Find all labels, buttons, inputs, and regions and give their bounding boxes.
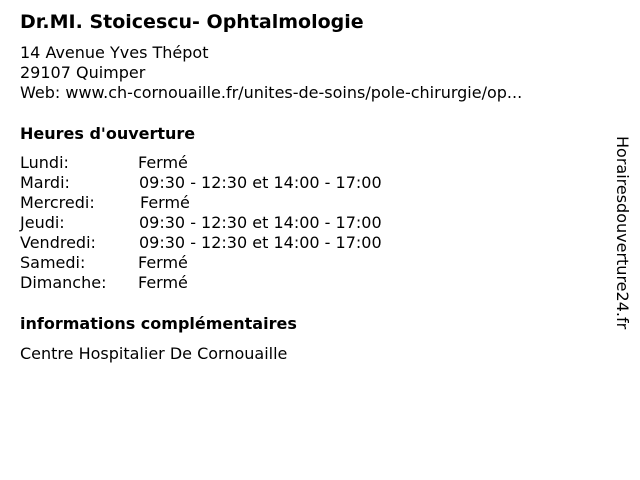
day-label: Jeudi: bbox=[20, 213, 65, 232]
day-hours: 09:30 - 12:30 et 14:00 - 17:00 bbox=[139, 233, 382, 252]
day-label: Samedi: bbox=[20, 253, 86, 272]
day-hours: Fermé bbox=[140, 193, 190, 212]
day-label: Mardi: bbox=[20, 173, 70, 192]
day-hours: Fermé bbox=[138, 153, 188, 172]
info-text: Centre Hospitalier De Cornouaille bbox=[20, 344, 288, 363]
page-title: Dr.MI. Stoicescu- Ophtalmologie bbox=[20, 11, 364, 33]
address-block bbox=[20, 43, 522, 103]
day-label: Mercredi: bbox=[20, 193, 95, 212]
address-web: Web: www.ch-cornouaille.fr/unites-de-soins/pole-chirurgie/op... bbox=[20, 83, 523, 102]
address-city: 29107 Quimper bbox=[20, 63, 146, 82]
day-label: Lundi: bbox=[20, 153, 69, 172]
day-hours: Fermé bbox=[138, 253, 188, 272]
address-street: 14 Avenue Yves Thépot bbox=[20, 43, 209, 62]
day-label: Vendredi: bbox=[20, 233, 96, 252]
site-watermark: Horairesdouverture24.fr bbox=[613, 136, 632, 330]
day-hours: Fermé bbox=[138, 273, 188, 292]
info-heading: informations complémentaires bbox=[20, 314, 297, 333]
day-hours: 09:30 - 12:30 et 14:00 - 17:00 bbox=[139, 213, 382, 232]
day-hours: 09:30 - 12:30 et 14:00 - 17:00 bbox=[139, 173, 382, 192]
day-label: Dimanche: bbox=[20, 273, 107, 292]
hours-heading: Heures d'ouverture bbox=[20, 124, 196, 143]
